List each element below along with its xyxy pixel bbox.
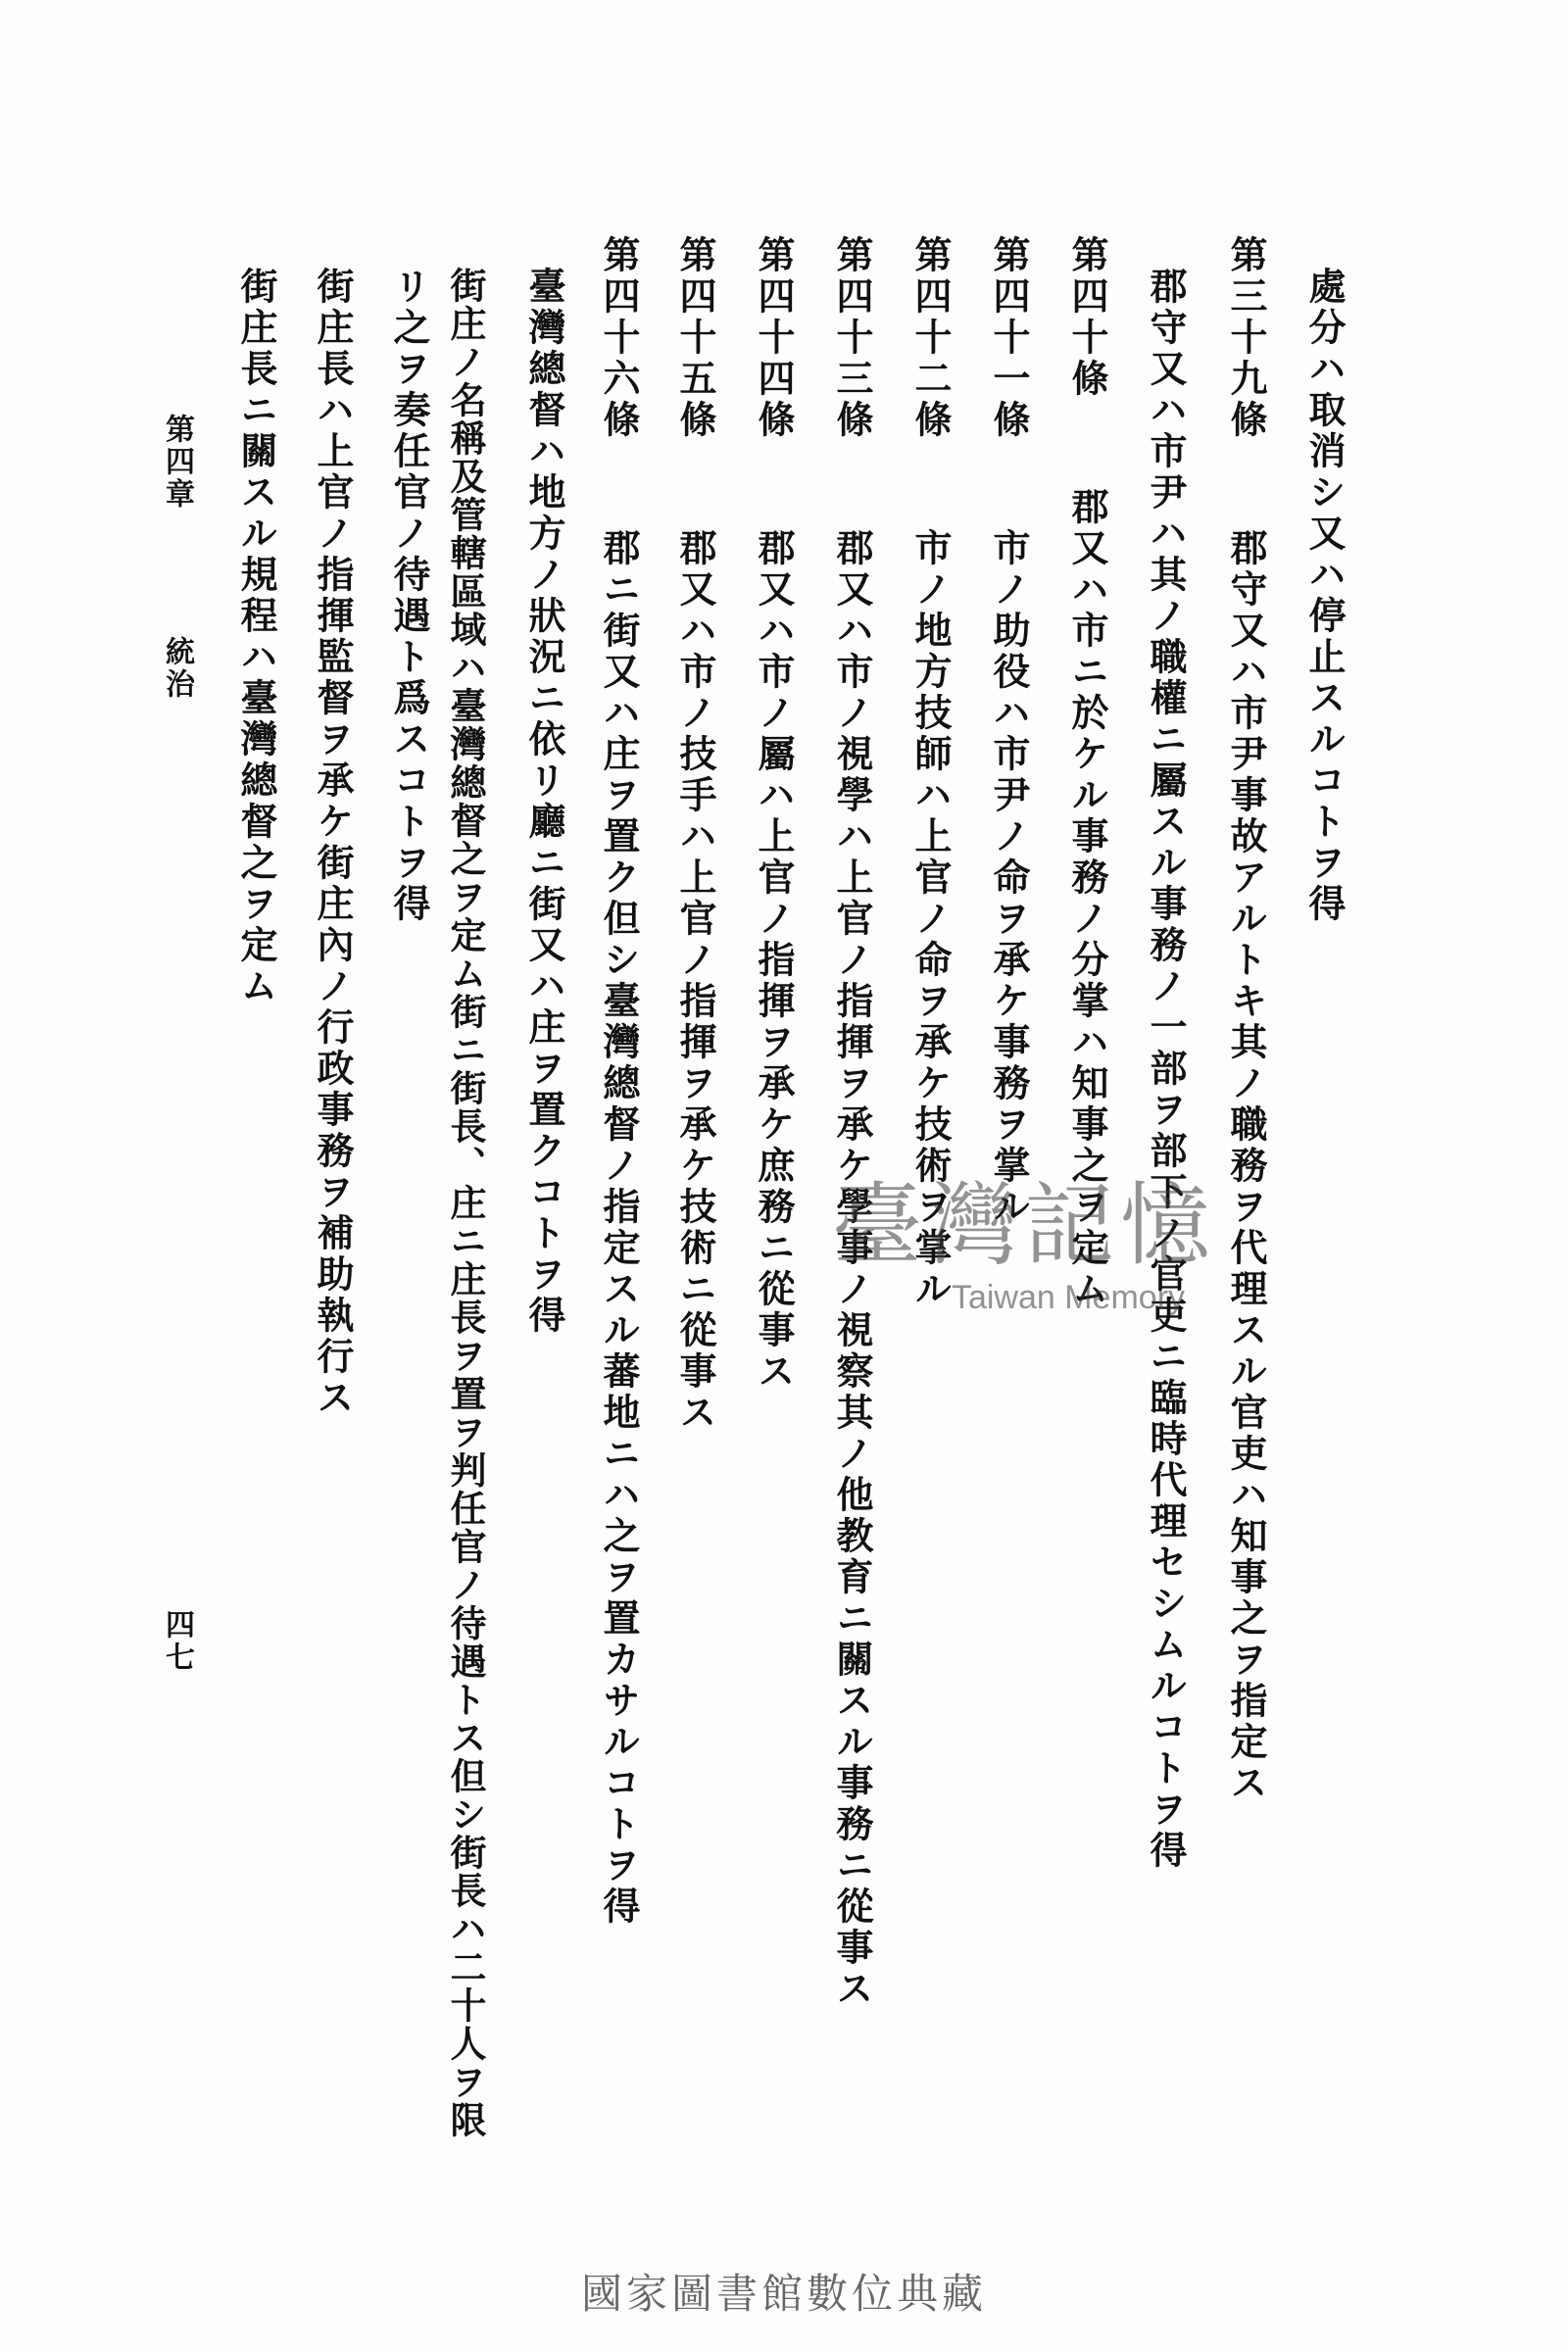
column-body: 市ノ地方技師ハ上官ノ命ヲ承ケ技術ヲ掌ル: [908, 528, 953, 1310]
text-column-12: [444, 267, 487, 2139]
column-body: 街庄ノ名稱及管轄區域ハ臺灣總督之ヲ定ム街ニ街長、庄ニ庄長ヲ置ヲ判任官ノ待遇トス但シ街長ハ二十人ヲ限: [444, 267, 487, 2139]
article-heading: 第三十九條: [1224, 235, 1268, 441]
article-heading: 第四十五條: [673, 235, 717, 441]
column-body: 臺灣總督ハ地方ノ狀況ニ依リ廳ニ街又ハ庄ヲ置クコトヲ得: [522, 267, 566, 1337]
text-column-6: [908, 235, 953, 1310]
column-body: 郡守又ハ市尹ハ其ノ職權ニ屬スル事務ノ一部ヲ部下ノ官吏ニ臨時代理セシムルコトヲ得: [1144, 267, 1188, 1872]
watermark-chinese: 臺灣記憶: [831, 1173, 1216, 1278]
column-body: 街庄長ニ關スル規程ハ臺灣總督之ヲ定ム: [234, 267, 278, 1007]
article-heading: 第四十條: [1065, 235, 1109, 400]
chapter-title: 統治: [160, 636, 194, 701]
text-column-2: [1224, 235, 1268, 1804]
text-column-8: [752, 235, 796, 1393]
column-body: 郡又ハ市ノ技手ハ上官ノ指揮ヲ承ケ技術ニ從事ス: [673, 528, 717, 1434]
text-column-3: [1144, 267, 1188, 1872]
column-body: 街庄長ハ上官ノ指揮監督ヲ承ケ街庄內ノ行政事務ヲ補助執行ス: [311, 267, 355, 1419]
column-body: 郡守又ハ市尹事故アルトキ其ノ職務ヲ代理スル官吏ハ知事之ヲ指定ス: [1224, 528, 1268, 1804]
text-column-9: [673, 235, 717, 1434]
text-column-13: [387, 267, 431, 925]
watermark-english: Taiwan Memory: [951, 1279, 1186, 1316]
article-heading: 第四十三條: [830, 235, 874, 441]
column-body: リ之ヲ奏任官ノ待遇ト爲スコトヲ得: [387, 267, 431, 925]
text-column-10: [597, 235, 641, 1928]
column-body: 郡ニ街又ハ庄ヲ置ク但シ臺灣總督ノ指定スル蕃地ニハ之ヲ置カサルコトヲ得: [597, 528, 641, 1928]
article-heading: 第四十六條: [597, 235, 641, 441]
column-body: 郡又ハ市ノ屬ハ上官ノ指揮ヲ承ケ庶務ニ從事ス: [752, 528, 796, 1393]
text-column-4: [1065, 235, 1109, 1310]
column-body: 市ノ助役ハ市尹ノ命ヲ承ケ事務ヲ掌ル: [987, 528, 1031, 1228]
chapter-label: 第四章: [160, 414, 194, 511]
column-body: 郡又ハ市ニ於ケル事務ノ分掌ハ知事之ヲ定ム: [1065, 487, 1109, 1310]
column-body: 郡又ハ市ノ視學ハ上官ノ指揮ヲ承ケ學事ノ視察其ノ他教育ニ關スル事務ニ從事ス: [830, 528, 874, 2010]
text-column-7: [830, 235, 874, 2010]
article-heading: 第四十四條: [752, 235, 796, 441]
text-column-5: [987, 235, 1031, 1228]
watermark-logo: [799, 1173, 1250, 1348]
text-column-1: [1302, 267, 1347, 925]
text-column-11: [522, 267, 566, 1337]
article-heading: 第四十二條: [908, 235, 953, 441]
footer-credit: 國家圖書館數位典藏: [580, 2270, 987, 2318]
text-column-14: [311, 267, 355, 1419]
column-body: 處分ハ取消シ又ハ停止スルコトヲ得: [1302, 267, 1347, 925]
page-number: 四七: [160, 1609, 194, 1674]
text-column-15: [234, 267, 278, 1007]
article-heading: 第四十一條: [987, 235, 1031, 441]
running-head: [155, 414, 198, 701]
